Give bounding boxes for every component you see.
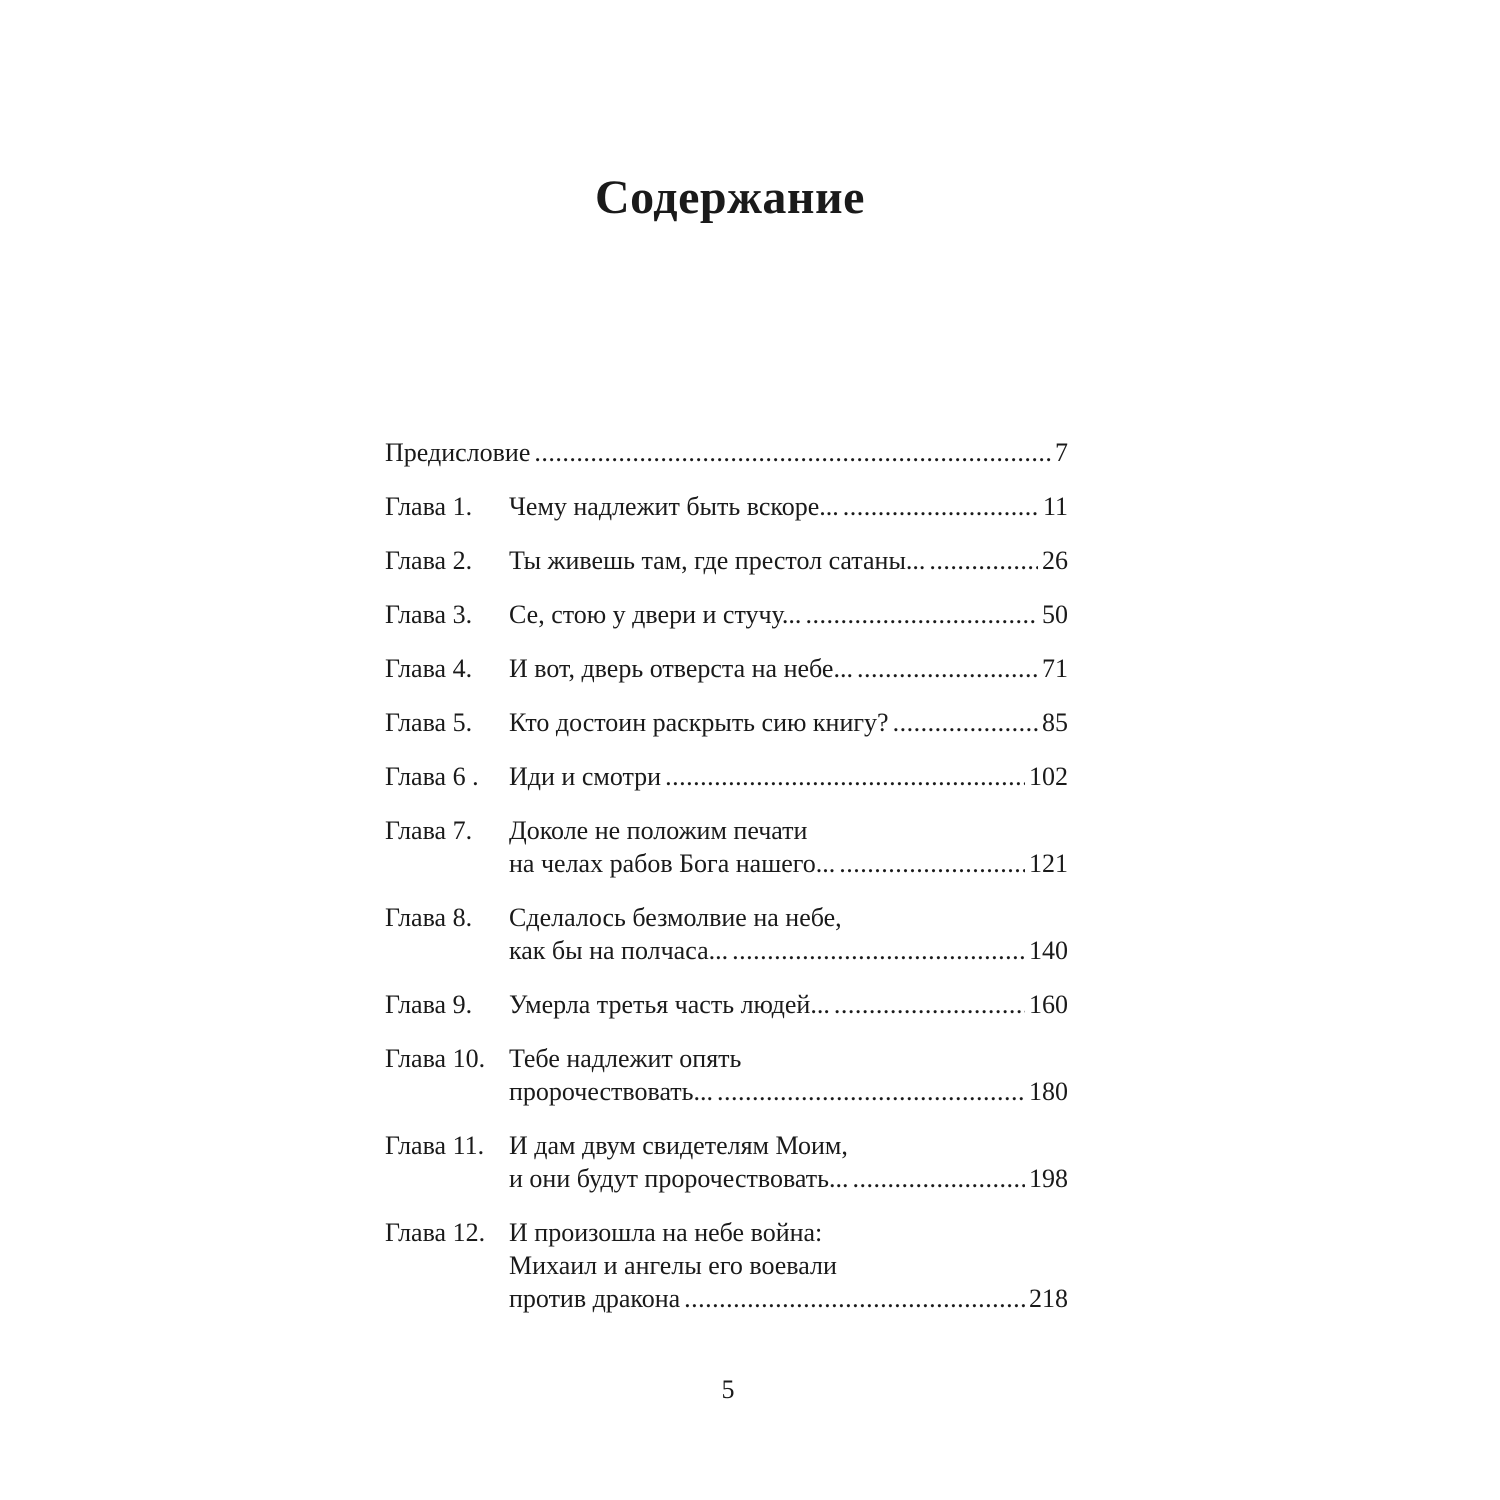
- toc-page-number: 71: [1042, 654, 1068, 683]
- chapter-label: Глава 11.: [385, 1131, 485, 1160]
- toc-entry-body: [509, 652, 1068, 685]
- chapter-label: Глава 10.: [385, 1044, 486, 1073]
- dot-leader: [665, 760, 1025, 793]
- chapter-title-line: Доколе не положим печати: [509, 816, 808, 845]
- toc-entry-body: [385, 436, 1068, 469]
- toc-entry: [385, 1129, 1068, 1195]
- toc-entry: [385, 706, 1068, 739]
- chapter-title-line: Се, стою у двери и стучу...: [509, 600, 802, 629]
- dot-leader: [684, 1282, 1025, 1315]
- toc-page-number: 160: [1029, 990, 1068, 1019]
- chapter-label: Глава 3.: [385, 600, 473, 629]
- toc-page-number: 121: [1029, 849, 1068, 878]
- toc-entry: [385, 988, 1068, 1021]
- table-of-contents: [385, 436, 1068, 1336]
- toc-last-line: [509, 1075, 1068, 1108]
- toc-last-line: [509, 760, 1068, 793]
- toc-last-line: [509, 490, 1068, 523]
- toc-last-line: [385, 436, 1068, 469]
- toc-entry-preface: [385, 436, 1068, 469]
- page-title: Содержание: [595, 171, 865, 224]
- chapter-title-line: против дракона: [509, 1284, 681, 1313]
- toc-page-number: 218: [1029, 1284, 1068, 1313]
- chapter-title-line: Сделалось безмолвие на небе,: [509, 903, 842, 932]
- toc-page-number: 11: [1042, 492, 1068, 521]
- toc-entry: [385, 598, 1068, 631]
- toc-page-number: 140: [1029, 936, 1068, 965]
- toc-page-number: 50: [1042, 600, 1068, 629]
- chapter-label: Глава 6 .: [385, 762, 479, 791]
- toc-last-line: [509, 1282, 1068, 1315]
- toc-entry-title: Предисловие: [385, 438, 531, 467]
- dot-leader: [805, 598, 1038, 631]
- toc-entry-body: [509, 814, 1068, 880]
- toc-entry: [385, 1216, 1068, 1315]
- chapter-label: Глава 5.: [385, 708, 473, 737]
- toc-page-number: 198: [1029, 1164, 1068, 1193]
- toc-last-line: [509, 652, 1068, 685]
- toc-entry-body: [509, 1042, 1068, 1108]
- toc-entry: [385, 814, 1068, 880]
- dot-leader: [893, 706, 1038, 739]
- chapter-title-line: и они будут пророчествовать...: [509, 1164, 849, 1193]
- dot-leader: [857, 652, 1038, 685]
- toc-entry-body: [509, 760, 1068, 793]
- chapter-title-line: пророчествовать...: [509, 1077, 714, 1106]
- toc-last-line: [509, 847, 1068, 880]
- dot-leader: [732, 934, 1025, 967]
- chapter-title-line: Михаил и ангелы его воевали: [509, 1251, 837, 1280]
- toc-page-number: 180: [1029, 1077, 1068, 1106]
- chapter-title-line: Тебе надлежит опять: [509, 1044, 742, 1073]
- toc-last-line: [509, 934, 1068, 967]
- toc-entry-body: [509, 598, 1068, 631]
- toc-entry-body: [509, 1129, 1068, 1195]
- dot-leader: [929, 544, 1038, 577]
- toc-entry: [385, 901, 1068, 967]
- chapter-label: Глава 12.: [385, 1218, 486, 1247]
- toc-page-number: 85: [1042, 708, 1068, 737]
- chapter-label: Глава 7.: [385, 816, 473, 845]
- toc-last-line: [509, 988, 1068, 1021]
- chapter-title-line: И вот, дверь отверста на небе...: [509, 654, 853, 683]
- toc-last-line: [509, 1162, 1068, 1195]
- chapter-label: Глава 8.: [385, 903, 473, 932]
- toc-entry-body: [509, 706, 1068, 739]
- toc-entry: [385, 544, 1068, 577]
- toc-entry-body: [509, 901, 1068, 967]
- dot-leader: [717, 1075, 1025, 1108]
- chapter-title-line: И дам двум свидетелям Моим,: [509, 1131, 848, 1160]
- chapter-title-line: Иди и смотри: [509, 762, 662, 791]
- dot-leader: [834, 988, 1025, 1021]
- chapter-label: Глава 1.: [385, 492, 473, 521]
- chapter-label: Глава 9.: [385, 990, 473, 1019]
- toc-last-line: [509, 598, 1068, 631]
- chapter-title-line: как бы на полчаса...: [509, 936, 729, 965]
- toc-entry-body: [509, 490, 1068, 523]
- chapter-title-line: Кто достоин раскрыть сию книгу?: [509, 708, 889, 737]
- chapter-title-line: И произошла на небе война:: [509, 1218, 823, 1247]
- dot-leader: [852, 1162, 1025, 1195]
- chapter-title-line: Умерла третья часть людей...: [509, 990, 830, 1019]
- chapter-title-line: на челах рабов Бога нашего...: [509, 849, 836, 878]
- dot-leader: [534, 436, 1051, 469]
- toc-entry-body: [509, 544, 1068, 577]
- chapter-title-line: Чему надлежит быть вскоре...: [509, 492, 839, 521]
- chapter-title-line: Ты живешь там, где престол сатаны...: [509, 546, 926, 575]
- toc-entry: [385, 652, 1068, 685]
- dot-leader: [839, 847, 1025, 880]
- toc-entry: [385, 760, 1068, 793]
- toc-page-number: 26: [1042, 546, 1068, 575]
- toc-entry: [385, 1042, 1068, 1108]
- toc-entry-body: [509, 988, 1068, 1021]
- toc-entry: [385, 490, 1068, 523]
- chapter-label: Глава 2.: [385, 546, 473, 575]
- toc-entry-body: [509, 1216, 1068, 1315]
- toc-page-number: 7: [1055, 438, 1068, 467]
- toc-last-line: [509, 706, 1068, 739]
- toc-page-number: 102: [1029, 762, 1068, 791]
- chapter-label: Глава 4.: [385, 654, 473, 683]
- toc-last-line: [509, 544, 1068, 577]
- dot-leader: [843, 490, 1039, 523]
- page-number: 5: [721, 1375, 735, 1404]
